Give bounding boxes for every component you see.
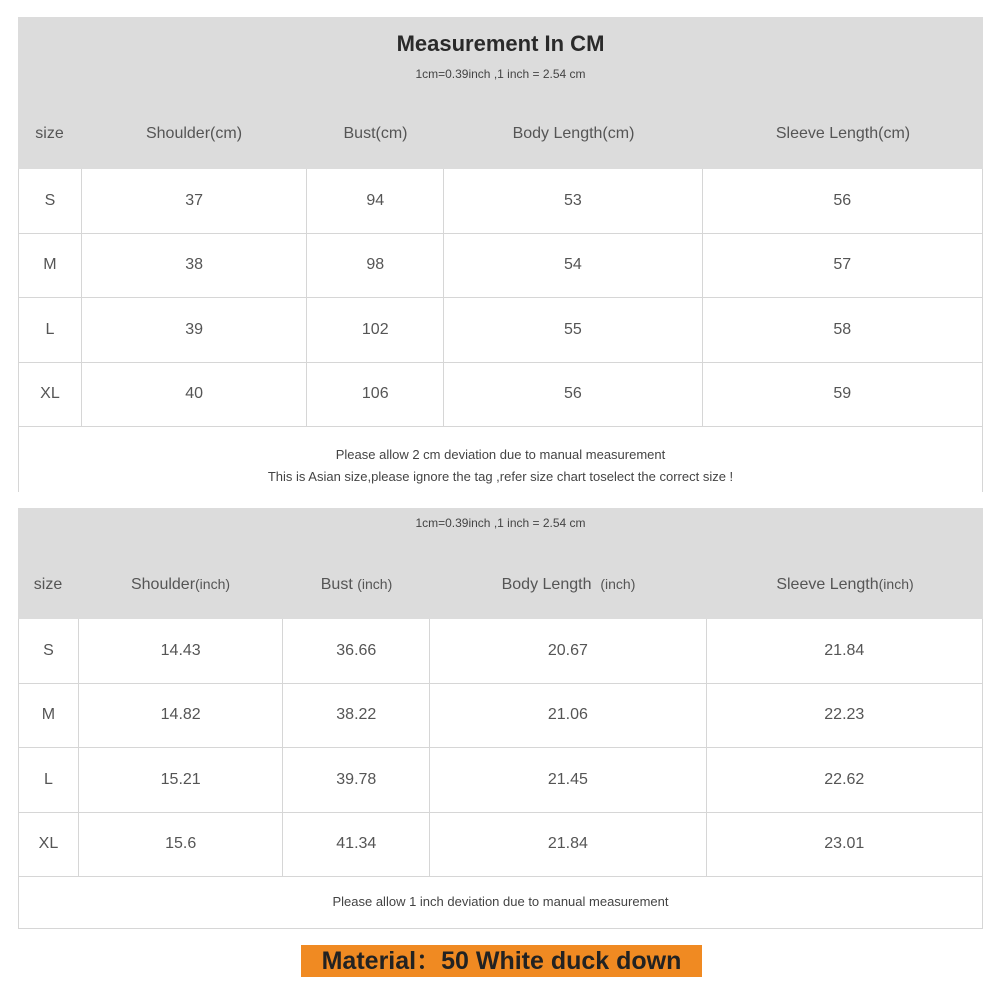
header-body-length: Body Length(cm) xyxy=(512,125,635,142)
shoulder-cell: 14.43 xyxy=(79,619,284,683)
cm-size-chart xyxy=(18,17,983,492)
table-row xyxy=(19,748,982,813)
header-bust: Bust (inch) xyxy=(320,576,393,593)
deviation-note: Please allow 2 cm deviation due to manual measurement xyxy=(335,447,666,462)
bust-cell: 39.78 xyxy=(283,748,430,812)
header-sleeve-length: Sleeve Length(cm) xyxy=(775,125,911,142)
sleeve-length-cell: 22.23 xyxy=(824,706,865,724)
table-row xyxy=(19,684,982,749)
inch-footer-notes xyxy=(18,877,983,929)
sleeve-length-cell: 22.62 xyxy=(824,770,865,788)
body-length-cell: 54 xyxy=(444,234,702,298)
header-size: size xyxy=(33,576,63,593)
bust-cell: 98 xyxy=(307,234,444,298)
table-row xyxy=(19,298,982,363)
size-cell: L xyxy=(19,748,79,812)
table-row xyxy=(19,234,982,299)
size-cell: M xyxy=(19,684,79,748)
header-size: size xyxy=(35,125,64,142)
cm-table-body xyxy=(18,169,983,427)
body-length-cell: 21.84 xyxy=(430,813,706,877)
table-row xyxy=(19,813,982,878)
sleeve-length-cell: 56 xyxy=(833,191,852,209)
bust-cell: 106 xyxy=(307,363,444,427)
size-cell: XL xyxy=(19,813,79,877)
table-row xyxy=(19,619,982,684)
sleeve-length-cell: 57 xyxy=(833,256,852,274)
inch-table-body xyxy=(18,619,983,877)
column-headers xyxy=(18,125,983,143)
table-row xyxy=(19,169,982,234)
size-cell: L xyxy=(19,298,82,362)
body-length-cell: 56 xyxy=(444,363,702,427)
body-length-cell: 20.67 xyxy=(430,619,706,683)
bust-cell: 94 xyxy=(307,169,444,233)
body-length-cell: 21.06 xyxy=(430,684,706,748)
inch-size-chart xyxy=(18,508,983,929)
inch-chart-header xyxy=(18,508,983,619)
shoulder-cell: 38 xyxy=(82,234,308,298)
size-cell: M xyxy=(19,234,82,298)
header-shoulder: Shoulder(cm) xyxy=(145,125,243,142)
header-bust: Bust(cm) xyxy=(343,125,408,142)
sleeve-length-cell: 59 xyxy=(833,385,852,403)
deviation-note: Please allow 1 inch deviation due to manual measurement xyxy=(332,894,669,909)
bust-cell: 102 xyxy=(307,298,444,362)
material-label: Material：50 White duck down xyxy=(301,945,702,977)
shoulder-cell: 15.21 xyxy=(79,748,284,812)
sleeve-length-cell: 21.84 xyxy=(824,641,865,659)
shoulder-cell: 15.6 xyxy=(79,813,284,877)
bust-cell: 36.66 xyxy=(283,619,430,683)
conversion-note: 1cm=0.39inch ,1 inch = 2.54 cm xyxy=(415,67,586,81)
table-row xyxy=(19,363,982,428)
chart-title: Measurement In CM xyxy=(396,31,605,56)
header-body-length: Body Length (inch) xyxy=(501,576,636,593)
shoulder-cell: 40 xyxy=(82,363,308,427)
size-cell: S xyxy=(19,619,79,683)
column-headers xyxy=(18,576,983,594)
body-length-cell: 53 xyxy=(444,169,702,233)
size-cell: XL xyxy=(19,363,82,427)
bust-cell: 41.34 xyxy=(283,813,430,877)
header-sleeve-length: Sleeve Length(inch) xyxy=(776,576,914,593)
header-shoulder: Shoulder(inch) xyxy=(130,576,231,593)
shoulder-cell: 37 xyxy=(82,169,308,233)
cm-chart-header xyxy=(18,17,983,169)
sleeve-length-cell: 23.01 xyxy=(824,835,865,853)
size-cell: S xyxy=(19,169,82,233)
body-length-cell: 55 xyxy=(444,298,702,362)
body-length-cell: 21.45 xyxy=(430,748,706,812)
cm-footer-notes xyxy=(18,427,983,492)
bust-cell: 38.22 xyxy=(283,684,430,748)
shoulder-cell: 39 xyxy=(82,298,308,362)
sleeve-length-cell: 58 xyxy=(833,320,852,338)
asian-size-note: This is Asian size,please ignore the tag ,refer size chart toselect the correct size ! xyxy=(267,469,734,484)
conversion-note: 1cm=0.39inch ,1 inch = 2.54 cm xyxy=(415,516,586,530)
shoulder-cell: 14.82 xyxy=(79,684,284,748)
